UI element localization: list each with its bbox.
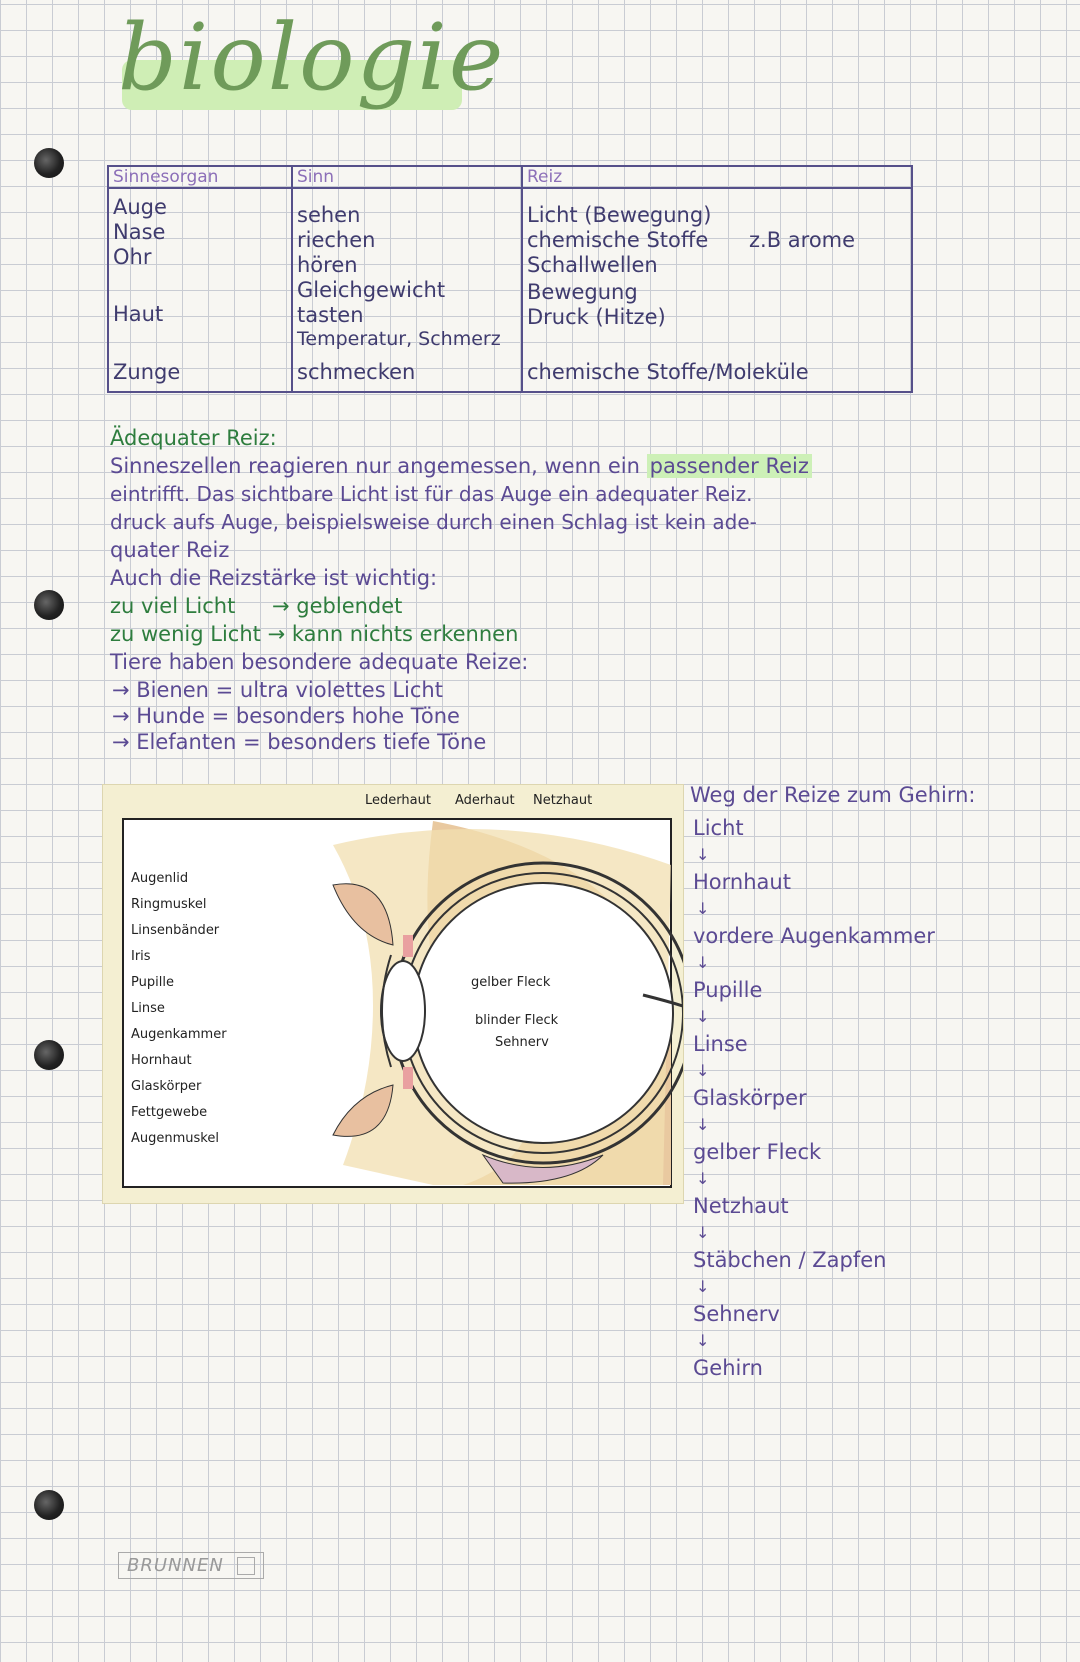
too-much-label: zu viel Licht xyxy=(110,594,236,618)
label-hornhaut: Hornhaut xyxy=(131,1053,192,1068)
table-divider xyxy=(291,167,293,391)
highlighted-text: passender Reiz xyxy=(647,454,812,478)
stimulus-cell: Druck (Hitze) xyxy=(527,305,666,329)
animal-item: → Bienen = ultra violettes Licht xyxy=(112,678,443,702)
sense-cell: riechen xyxy=(297,228,376,252)
sense-cell: sehen xyxy=(297,203,361,227)
label-augenmuskel: Augenmuskel xyxy=(131,1131,219,1146)
down-arrow-icon: ↓ xyxy=(696,899,710,918)
strength-line: Auch die Reizstärke ist wichtig: xyxy=(110,566,438,590)
table-header-line xyxy=(109,187,911,189)
label-linse: Linse xyxy=(131,1001,165,1016)
organ-cell: Nase xyxy=(113,220,166,244)
label-sehnerv: Sehnerv xyxy=(495,1035,549,1050)
too-little-label: zu wenig Licht xyxy=(110,622,261,646)
stimulus-cell: z.B arome xyxy=(749,228,856,252)
down-arrow-icon: ↓ xyxy=(696,1169,710,1188)
sense-cell: Gleichgewicht xyxy=(297,278,446,302)
adequate-line: eintrifft. Das sichtbare Licht ist für das Auge ein adequater Reiz. xyxy=(110,482,753,506)
binder-hole xyxy=(34,148,64,178)
animal-item: → Elefanten = besonders tiefe Töne xyxy=(112,730,487,754)
label-gelber-fleck: gelber Fleck xyxy=(471,975,551,990)
path-step: Pupille xyxy=(693,978,763,1002)
label-pupille: Pupille xyxy=(131,975,174,990)
path-step: gelber Fleck xyxy=(693,1140,822,1164)
down-arrow-icon: ↓ xyxy=(696,1331,710,1350)
brand-name: BRUNNEN xyxy=(127,1555,224,1576)
too-little-light xyxy=(110,624,518,645)
path-step: Licht xyxy=(693,816,744,840)
binder-hole xyxy=(34,1040,64,1070)
path-step: Hornhaut xyxy=(693,870,791,894)
stimulus-cell: Bewegung xyxy=(527,280,638,304)
path-title: Weg der Reize zum Gehirn: xyxy=(690,783,976,807)
eye-diagram xyxy=(102,784,684,1204)
adequate-line: quater Reiz xyxy=(110,538,230,562)
too-much-light xyxy=(110,596,402,617)
animals-line: Tiere haben besondere adequate Reize: xyxy=(110,650,529,674)
down-arrow-icon: ↓ xyxy=(696,1223,710,1242)
brand-mark-icon xyxy=(237,1557,255,1575)
adequate-line-text: Sinneszellen reagieren nur angemessen, wenn ein xyxy=(110,454,640,478)
path-step: Linse xyxy=(693,1032,748,1056)
stimulus-cell: Licht (Bewegung) xyxy=(527,203,712,227)
down-arrow-icon: ↓ xyxy=(696,1007,710,1026)
label-blinder-fleck: blinder Fleck xyxy=(475,1013,559,1028)
animal-item: → Hunde = besonders hohe Töne xyxy=(112,704,460,728)
label-linsenbaender: Linsenbänder xyxy=(131,923,220,938)
label-lederhaut: Lederhaut xyxy=(365,793,431,808)
sense-table xyxy=(107,165,913,393)
sense-cell: tasten xyxy=(297,303,364,327)
path-step: Netzhaut xyxy=(693,1194,789,1218)
label-fettgewebe: Fettgewebe xyxy=(131,1105,208,1120)
header-organ: Sinnesorgan xyxy=(113,167,219,187)
organ-cell: Ohr xyxy=(113,245,152,269)
organ-cell: Auge xyxy=(113,195,167,219)
label-glaskoerper: Glaskörper xyxy=(131,1079,202,1094)
label-augenlid: Augenlid xyxy=(131,871,189,886)
organ-cell: Zunge xyxy=(113,360,181,384)
label-aderhaut: Aderhaut xyxy=(455,793,515,808)
down-arrow-icon: ↓ xyxy=(696,1277,710,1296)
table-divider xyxy=(521,167,523,391)
sense-cell: hören xyxy=(297,253,358,277)
path-step: Stäbchen / Zapfen xyxy=(693,1248,887,1272)
label-augenkammer: Augenkammer xyxy=(131,1027,227,1042)
adequate-line: druck aufs Auge, beispielsweise durch einen Schlag ist kein ade- xyxy=(110,510,757,534)
down-arrow-icon: ↓ xyxy=(696,1115,710,1134)
too-much-result: → geblendet xyxy=(272,594,403,618)
brand-logo xyxy=(118,1552,264,1579)
down-arrow-icon: ↓ xyxy=(696,845,710,864)
sense-cell: Temperatur, Schmerz xyxy=(297,328,501,350)
adequate-heading: Ädequater Reiz: xyxy=(110,426,277,450)
label-ringmuskel: Ringmuskel xyxy=(131,897,207,912)
stimulus-cell: chemische Stoffe xyxy=(527,228,709,252)
page-title: biologie xyxy=(118,4,506,111)
stimulus-cell: Schallwellen xyxy=(527,253,658,277)
header-stimulus: Reiz xyxy=(527,167,563,187)
stimulus-cell: chemische Stoffe/Moleküle xyxy=(527,360,809,384)
adequate-line xyxy=(110,456,812,477)
sense-cell: schmecken xyxy=(297,360,416,384)
path-step: Sehnerv xyxy=(693,1302,780,1326)
down-arrow-icon: ↓ xyxy=(696,1061,710,1080)
label-iris: Iris xyxy=(131,949,151,964)
path-step: Gehirn xyxy=(693,1356,763,1380)
too-little-result: → kann nichts erkennen xyxy=(267,622,519,646)
path-step: Glaskörper xyxy=(693,1086,807,1110)
path-step: vordere Augenkammer xyxy=(693,924,935,948)
organ-cell: Haut xyxy=(113,302,164,326)
header-sense: Sinn xyxy=(297,167,335,187)
label-netzhaut: Netzhaut xyxy=(533,793,593,808)
binder-hole xyxy=(34,1490,64,1520)
binder-hole xyxy=(34,590,64,620)
down-arrow-icon: ↓ xyxy=(696,953,710,972)
